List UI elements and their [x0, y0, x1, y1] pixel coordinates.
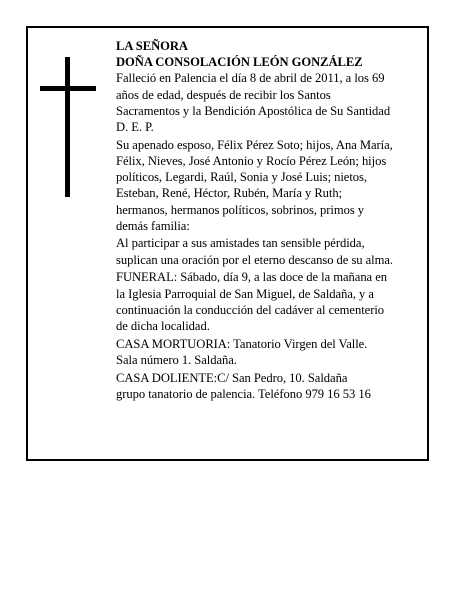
text-line: Esteban, René, Héctor, Rubén, María y Ruth;: [116, 186, 343, 201]
text-line: Al participar a sus amistades tan sensible pérdida,: [116, 236, 365, 251]
request-paragraph: [116, 235, 416, 267]
family-paragraph: [116, 137, 416, 234]
obituary-text: [116, 38, 416, 402]
text-line: Félix, Nieves, José Antonio y Rocío Pérez León; hijos: [116, 153, 387, 168]
home-paragraph: [116, 370, 416, 402]
mortuary-paragraph: [116, 336, 416, 368]
funeral-paragraph: [116, 269, 416, 334]
text-line: Su apenado esposo, Félix Pérez Soto; hijos, Ana María,: [116, 137, 393, 152]
text-line: años de edad, después de recibir los Santos: [116, 87, 331, 102]
text-line: CASA DOLIENTE:C/ San Pedro, 10. Saldaña: [116, 370, 348, 385]
text-line: hermanos, hermanos políticos, sobrinos, primos y: [116, 202, 365, 217]
text-line: CASA MORTUORIA: Tanatorio Virgen del Valle.: [116, 336, 368, 351]
text-line: Sacramentos y la Bendición Apostólica de Su Santidad: [116, 103, 391, 118]
text-line: grupo tanatorio de palencia. Teléfono 979 16 53 16: [116, 386, 371, 401]
text-line: políticos, Legardi, Raúl, Sonia y José Luis; nietos,: [116, 170, 367, 185]
cross-vertical-bar: [65, 57, 70, 197]
death-paragraph: [116, 70, 416, 135]
deceased-name: DOÑA CONSOLACIÓN LEÓN GONZÁLEZ: [116, 55, 363, 70]
text-line: de dicha localidad.: [116, 318, 210, 333]
text-line: demás familia:: [116, 218, 190, 233]
text-line: FUNERAL: Sábado, día 9, a las doce de la mañana en: [116, 270, 387, 285]
text-line: continuación la conducción del cadáver al cementerio: [116, 302, 385, 317]
notice-title: LA SEÑORA: [116, 39, 188, 53]
text-line: suplican una oración por el eterno descanso de su alma.: [116, 252, 394, 267]
cross-horizontal-bar: [40, 86, 96, 91]
text-line: D. E. P.: [116, 120, 154, 135]
text-line: Sala número 1. Saldaña.: [116, 352, 237, 367]
text-line: la Iglesia Parroquial de San Miguel, de Saldaña, y a: [116, 286, 374, 301]
text-line: Falleció en Palencia el día 8 de abril de 2011, a los 69: [116, 71, 385, 86]
